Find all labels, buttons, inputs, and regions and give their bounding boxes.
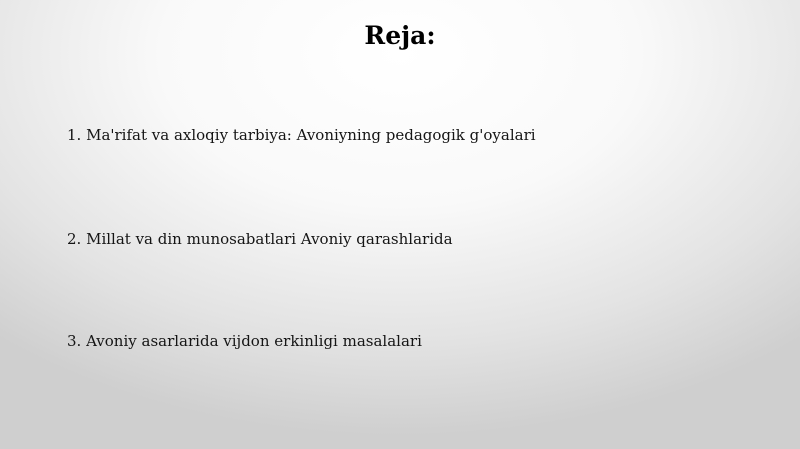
plan-item-1: 1. Ma'rifat va axloqiy tarbiya: Avoniyning pedagogik g'oyalari	[67, 126, 536, 144]
plan-item-2: 2. Millat va din munosabatlari Avoniy qarashlarida	[67, 230, 453, 248]
plan-item-3: 3. Avoniy asarlarida vijdon erkinligi masalalari	[67, 332, 422, 350]
slide-title: Reja:	[364, 21, 436, 50]
